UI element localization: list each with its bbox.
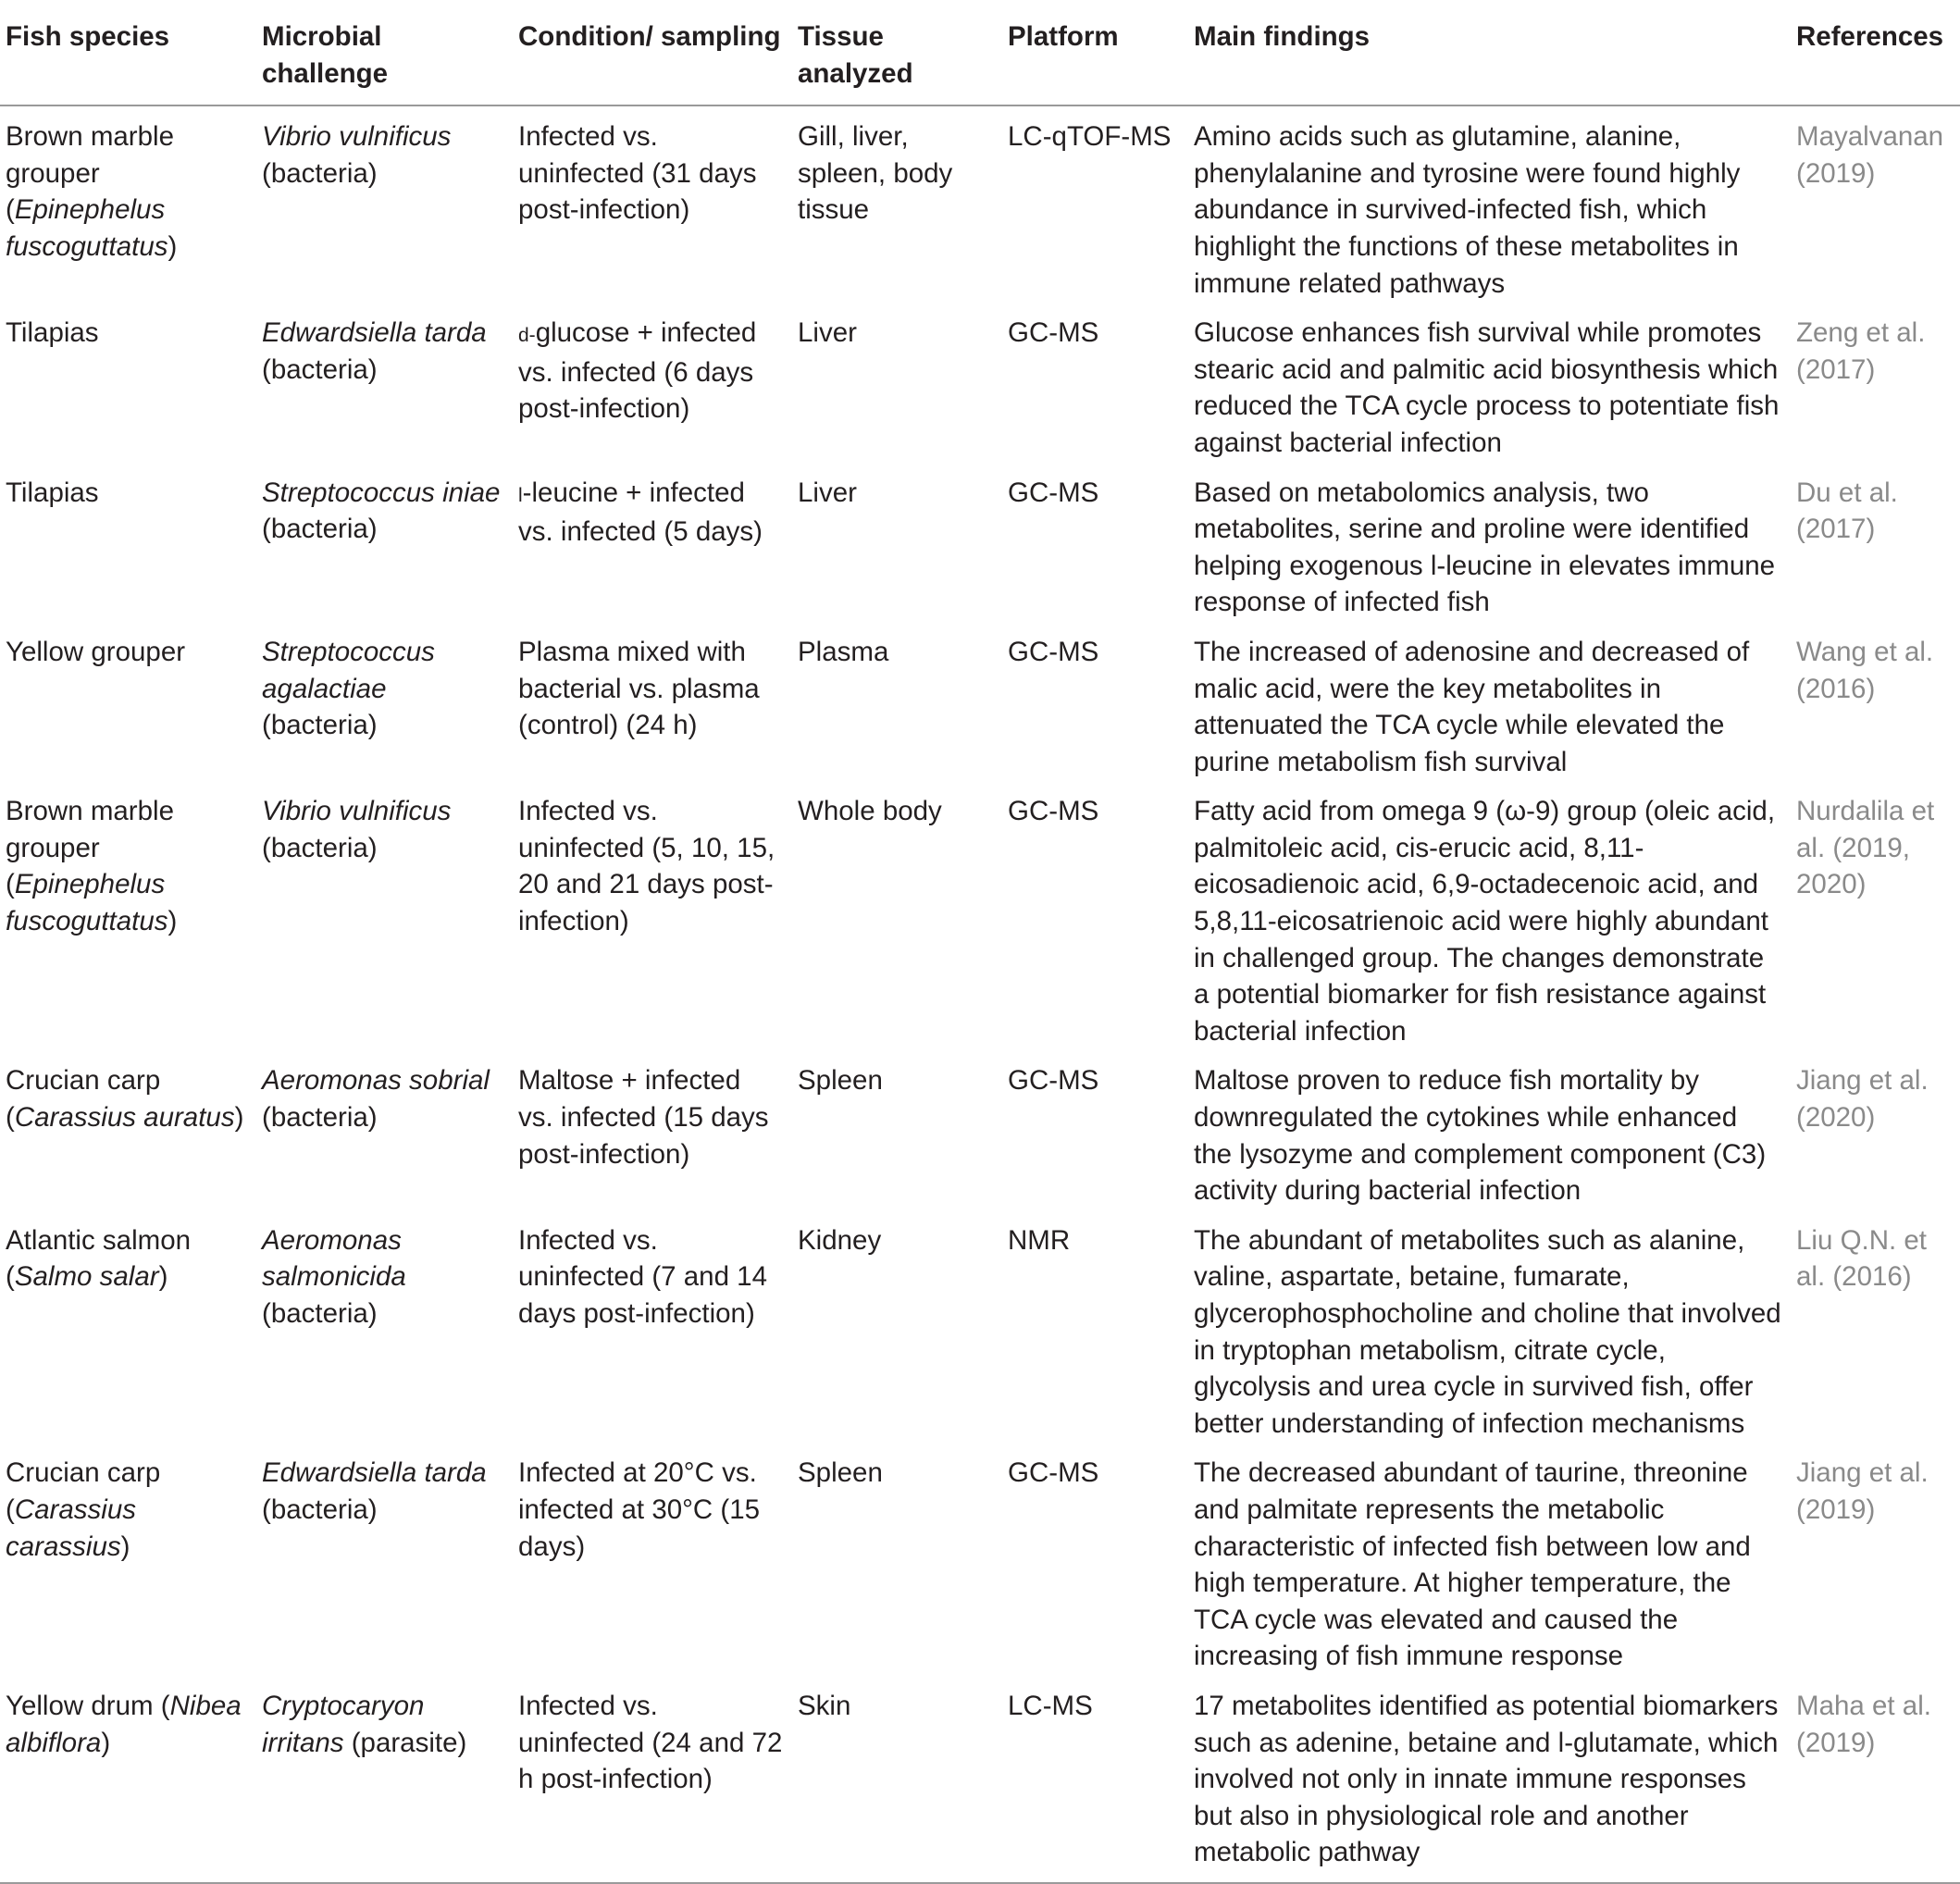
condition-cell xyxy=(513,627,792,787)
condition-cell xyxy=(513,105,792,308)
condition-cell xyxy=(513,787,792,1056)
header-tissue-analyzed: Tissue analyzed xyxy=(792,0,1002,105)
fish-common-name: Yellow drum ( xyxy=(6,1690,170,1721)
fish-latin-name: Epinephelus fuscoguttatus xyxy=(6,194,168,262)
main-findings-cell: 17 metabolites identified as potential biomarkers such as adenine, betaine and l-glutamate, which involved not only in innate immune responses but also in physiological role and another metabolic pathway xyxy=(1188,1681,1791,1883)
condition-text: glucose + infected vs. infected (6 days post-infection) xyxy=(518,317,757,425)
main-findings-cell: The increased of adenosine and decreased of malic acid, were the key metabolites in attenuated the TCA cycle while elevated the purine metabolism fish survival xyxy=(1194,636,1750,777)
fish-common-name: Tilapias xyxy=(6,317,99,349)
fish-name-tail: ) xyxy=(234,1102,244,1134)
fish-species-cell xyxy=(0,105,256,308)
fish-species-cell xyxy=(0,787,256,1056)
microbe-name: Aeromonas sobrial xyxy=(262,1065,490,1097)
reference-link[interactable]: Jiang et al. (2019) xyxy=(1796,1457,1929,1525)
fish-latin-name: Nibea albiflora xyxy=(6,1690,242,1758)
table-body xyxy=(0,105,1960,1883)
reference-link[interactable]: Maha et al. (2019) xyxy=(1791,1681,1960,1883)
microbe-type: (parasite) xyxy=(343,1727,467,1758)
platform-cell: GC-MS xyxy=(1008,636,1099,667)
tissue-cell: Gill, liver, spleen, body tissue xyxy=(798,121,953,226)
condition-cell xyxy=(513,1216,792,1449)
reference-link[interactable]: Wang et al. (2016) xyxy=(1796,636,1934,704)
reference-link[interactable]: Nurdalila et al. (2019, 2020) xyxy=(1796,796,1935,900)
reference-link[interactable]: Zeng et al. (2017) xyxy=(1796,317,1926,385)
microbe-type: (bacteria) xyxy=(262,1298,378,1329)
condition-prefix: d- xyxy=(518,325,536,347)
tissue-cell: Plasma xyxy=(798,636,889,667)
condition-prefix: l xyxy=(518,484,523,506)
table-row xyxy=(0,468,1960,627)
microbe-type: (bacteria) xyxy=(262,514,378,545)
main-findings-cell: The abundant of metabolites such as alanine, valine, aspartate, betaine, fumarate, glycerophosphocholine and choline that involved in tryptophan metabolism, citrate cycle, glycolysis and urea cycle in survived fish, offer better understanding of infection mechanisms xyxy=(1194,1224,1781,1439)
tissue-cell: Liver xyxy=(798,317,857,349)
header-condition-sampling: Condition/ sampling xyxy=(513,0,792,105)
table-row xyxy=(0,1681,1960,1883)
condition-cell xyxy=(513,1056,792,1215)
fish-common-name: Crucian carp ( xyxy=(6,1065,161,1134)
fish-common-name: Brown marble grouper ( xyxy=(6,121,174,226)
main-findings-cell: Fatty acid from omega 9 (ω-9) group (oleic acid, palmitoleic acid, cis-erucic acid, 8,11-eicosadienoic acid, 6,9-octadecenoic acid, and 5,8,11-eicosatrienoic acid were highly abundant in challenged group. The changes demonstrate a potential biomarker for fish resistance against bacterial infection xyxy=(1194,796,1776,1047)
table-row xyxy=(0,627,1960,787)
condition-text: Infected vs. uninfected (5, 10, 15, 20 and 21 days post-infection) xyxy=(518,796,775,937)
fish-species-cell xyxy=(0,1056,256,1215)
main-findings-cell: Maltose proven to reduce fish mortality by downregulated the cytokines while enhanced the lysozyme and complement component (C3) activity during bacterial infection xyxy=(1194,1065,1767,1207)
fish-species-cell xyxy=(0,468,256,627)
table-row xyxy=(0,787,1960,1056)
platform-cell: GC-MS xyxy=(1008,1065,1099,1097)
fish-name-tail: ) xyxy=(101,1727,111,1758)
reference-link[interactable]: Jiang et al. (2020) xyxy=(1796,1065,1929,1134)
microbe-type: (bacteria) xyxy=(262,832,378,863)
microbe-type: (bacteria) xyxy=(262,157,378,189)
fish-latin-name: Epinephelus fuscoguttatus xyxy=(6,869,168,937)
platform-cell: NMR xyxy=(1008,1224,1071,1256)
microbe-type: (bacteria) xyxy=(262,1102,378,1134)
platform-cell: LC-qTOF-MS xyxy=(1008,121,1172,153)
fish-species-cell xyxy=(0,1681,256,1883)
microbe-name: Vibrio vulnificus xyxy=(262,796,452,827)
fish-species-cell xyxy=(0,1448,256,1681)
fish-species-cell xyxy=(0,627,256,787)
fish-common-name: Crucian carp ( xyxy=(6,1457,161,1525)
condition-text: Infected vs. uninfected (7 and 14 days post-infection) xyxy=(518,1224,767,1329)
condition-text: Infected at 20°C vs. infected at 30°C (15 days) xyxy=(518,1457,761,1562)
fish-name-tail: ) xyxy=(120,1531,130,1562)
reference-link[interactable]: Mayalvanan (2019) xyxy=(1796,121,1944,189)
microbial-challenge-cell xyxy=(256,1056,513,1215)
condition-text: Maltose + infected vs. infected (15 days post-infection) xyxy=(518,1065,769,1170)
header-microbial-challenge: Microbial challenge xyxy=(256,0,513,105)
condition-cell xyxy=(513,468,792,627)
fish-name-tail: ) xyxy=(158,1261,168,1293)
header-main-findings: Main findings xyxy=(1188,0,1791,105)
fish-species-cell xyxy=(0,1216,256,1449)
microbial-challenge-cell xyxy=(256,1448,513,1681)
fish-common-name: Brown marble grouper ( xyxy=(6,796,174,900)
table-row xyxy=(0,1056,1960,1215)
condition-text: -leucine + infected vs. infected (5 days) xyxy=(518,477,763,548)
fish-name-tail: ) xyxy=(167,906,178,937)
reference-link[interactable]: Liu Q.N. et al. (2016) xyxy=(1796,1224,1928,1293)
microbial-challenge-cell xyxy=(256,105,513,308)
microbial-challenge-cell xyxy=(256,1216,513,1449)
header-platform: Platform xyxy=(1002,0,1188,105)
platform-cell: GC-MS xyxy=(1008,317,1099,349)
fish-species-cell xyxy=(0,308,256,467)
microbial-challenge-cell xyxy=(256,468,513,627)
microbe-name: Edwardsiella tarda xyxy=(262,317,487,349)
platform-cell: LC-MS xyxy=(1002,1681,1188,1883)
microbe-type: (bacteria) xyxy=(262,710,378,741)
microbe-name: Cryptocaryon irritans xyxy=(262,1690,425,1758)
table-row xyxy=(0,1448,1960,1681)
condition-cell xyxy=(513,1448,792,1681)
table-row xyxy=(0,1216,1960,1449)
header-fish-species: Fish species xyxy=(0,0,256,105)
condition-cell xyxy=(513,1681,792,1883)
microbial-challenge-cell xyxy=(256,627,513,787)
tissue-cell: Whole body xyxy=(798,796,942,827)
platform-cell: GC-MS xyxy=(1008,796,1099,827)
main-findings-cell: Based on metabolomics analysis, two metabolites, serine and proline were identified helping exogenous l-leucine in elevates immune response of infected fish xyxy=(1194,477,1776,618)
tissue-cell: Liver xyxy=(798,477,857,508)
microbe-name: Streptococcus agalactiae xyxy=(262,636,435,704)
header-row xyxy=(0,0,1960,105)
microbe-name: Vibrio vulnificus xyxy=(262,121,452,153)
fish-common-name: Yellow grouper xyxy=(6,636,186,667)
microbe-name: Streptococcus iniae xyxy=(262,477,501,508)
microbe-type: (bacteria) xyxy=(262,1494,378,1525)
table-row xyxy=(0,105,1960,308)
main-findings-cell: The decreased abundant of taurine, threonine and palmitate represents the metabolic characteristic of infected fish between low and high temperature. At higher temperature, the TCA cycle was elevated and caused the increasing of fish immune response xyxy=(1194,1457,1751,1672)
table-row xyxy=(0,308,1960,467)
condition-text: Infected vs. uninfected (24 and 72 h post-infection) xyxy=(518,1690,783,1795)
fish-latin-name: Salmo salar xyxy=(14,1261,159,1293)
platform-cell: GC-MS xyxy=(1008,477,1099,508)
microbial-challenge-cell xyxy=(256,308,513,467)
main-findings-cell: Amino acids such as glutamine, alanine, phenylalanine and tyrosine were found highly abundance in survived-infected fish, which highlight the functions of these metabolites in immune related pathways xyxy=(1194,121,1741,299)
reference-link[interactable]: Du et al. (2017) xyxy=(1796,477,1898,545)
tissue-cell: Spleen xyxy=(798,1457,883,1489)
header-references: References xyxy=(1791,0,1960,105)
tissue-cell: Skin xyxy=(792,1681,1002,1883)
condition-cell xyxy=(513,308,792,467)
tissue-cell: Kidney xyxy=(798,1224,882,1256)
microbial-challenge-cell xyxy=(256,787,513,1056)
platform-cell: GC-MS xyxy=(1008,1457,1099,1489)
microbial-challenge-cell xyxy=(256,1681,513,1883)
fish-latin-name: Carassius auratus xyxy=(14,1102,235,1134)
condition-text: Infected vs. uninfected (31 days post-infection) xyxy=(518,121,757,226)
microbe-name: Edwardsiella tarda xyxy=(262,1457,487,1489)
tissue-cell: Spleen xyxy=(798,1065,883,1097)
main-findings-cell: Glucose enhances fish survival while promotes stearic acid and palmitic acid biosynthesis which reduced the TCA cycle process to potentiate fish against bacterial infection xyxy=(1194,317,1780,458)
fish-latin-name: Carassius carassius xyxy=(6,1494,136,1562)
fish-name-tail: ) xyxy=(167,230,178,262)
fish-common-name: Tilapias xyxy=(6,477,99,508)
fish-common-name: Atlantic salmon ( xyxy=(6,1224,192,1293)
condition-text: Plasma mixed with bacterial vs. plasma (control) (24 h) xyxy=(518,636,760,741)
microbe-type: (bacteria) xyxy=(262,353,378,385)
microbe-name: Aeromonas salmonicida xyxy=(262,1224,406,1293)
